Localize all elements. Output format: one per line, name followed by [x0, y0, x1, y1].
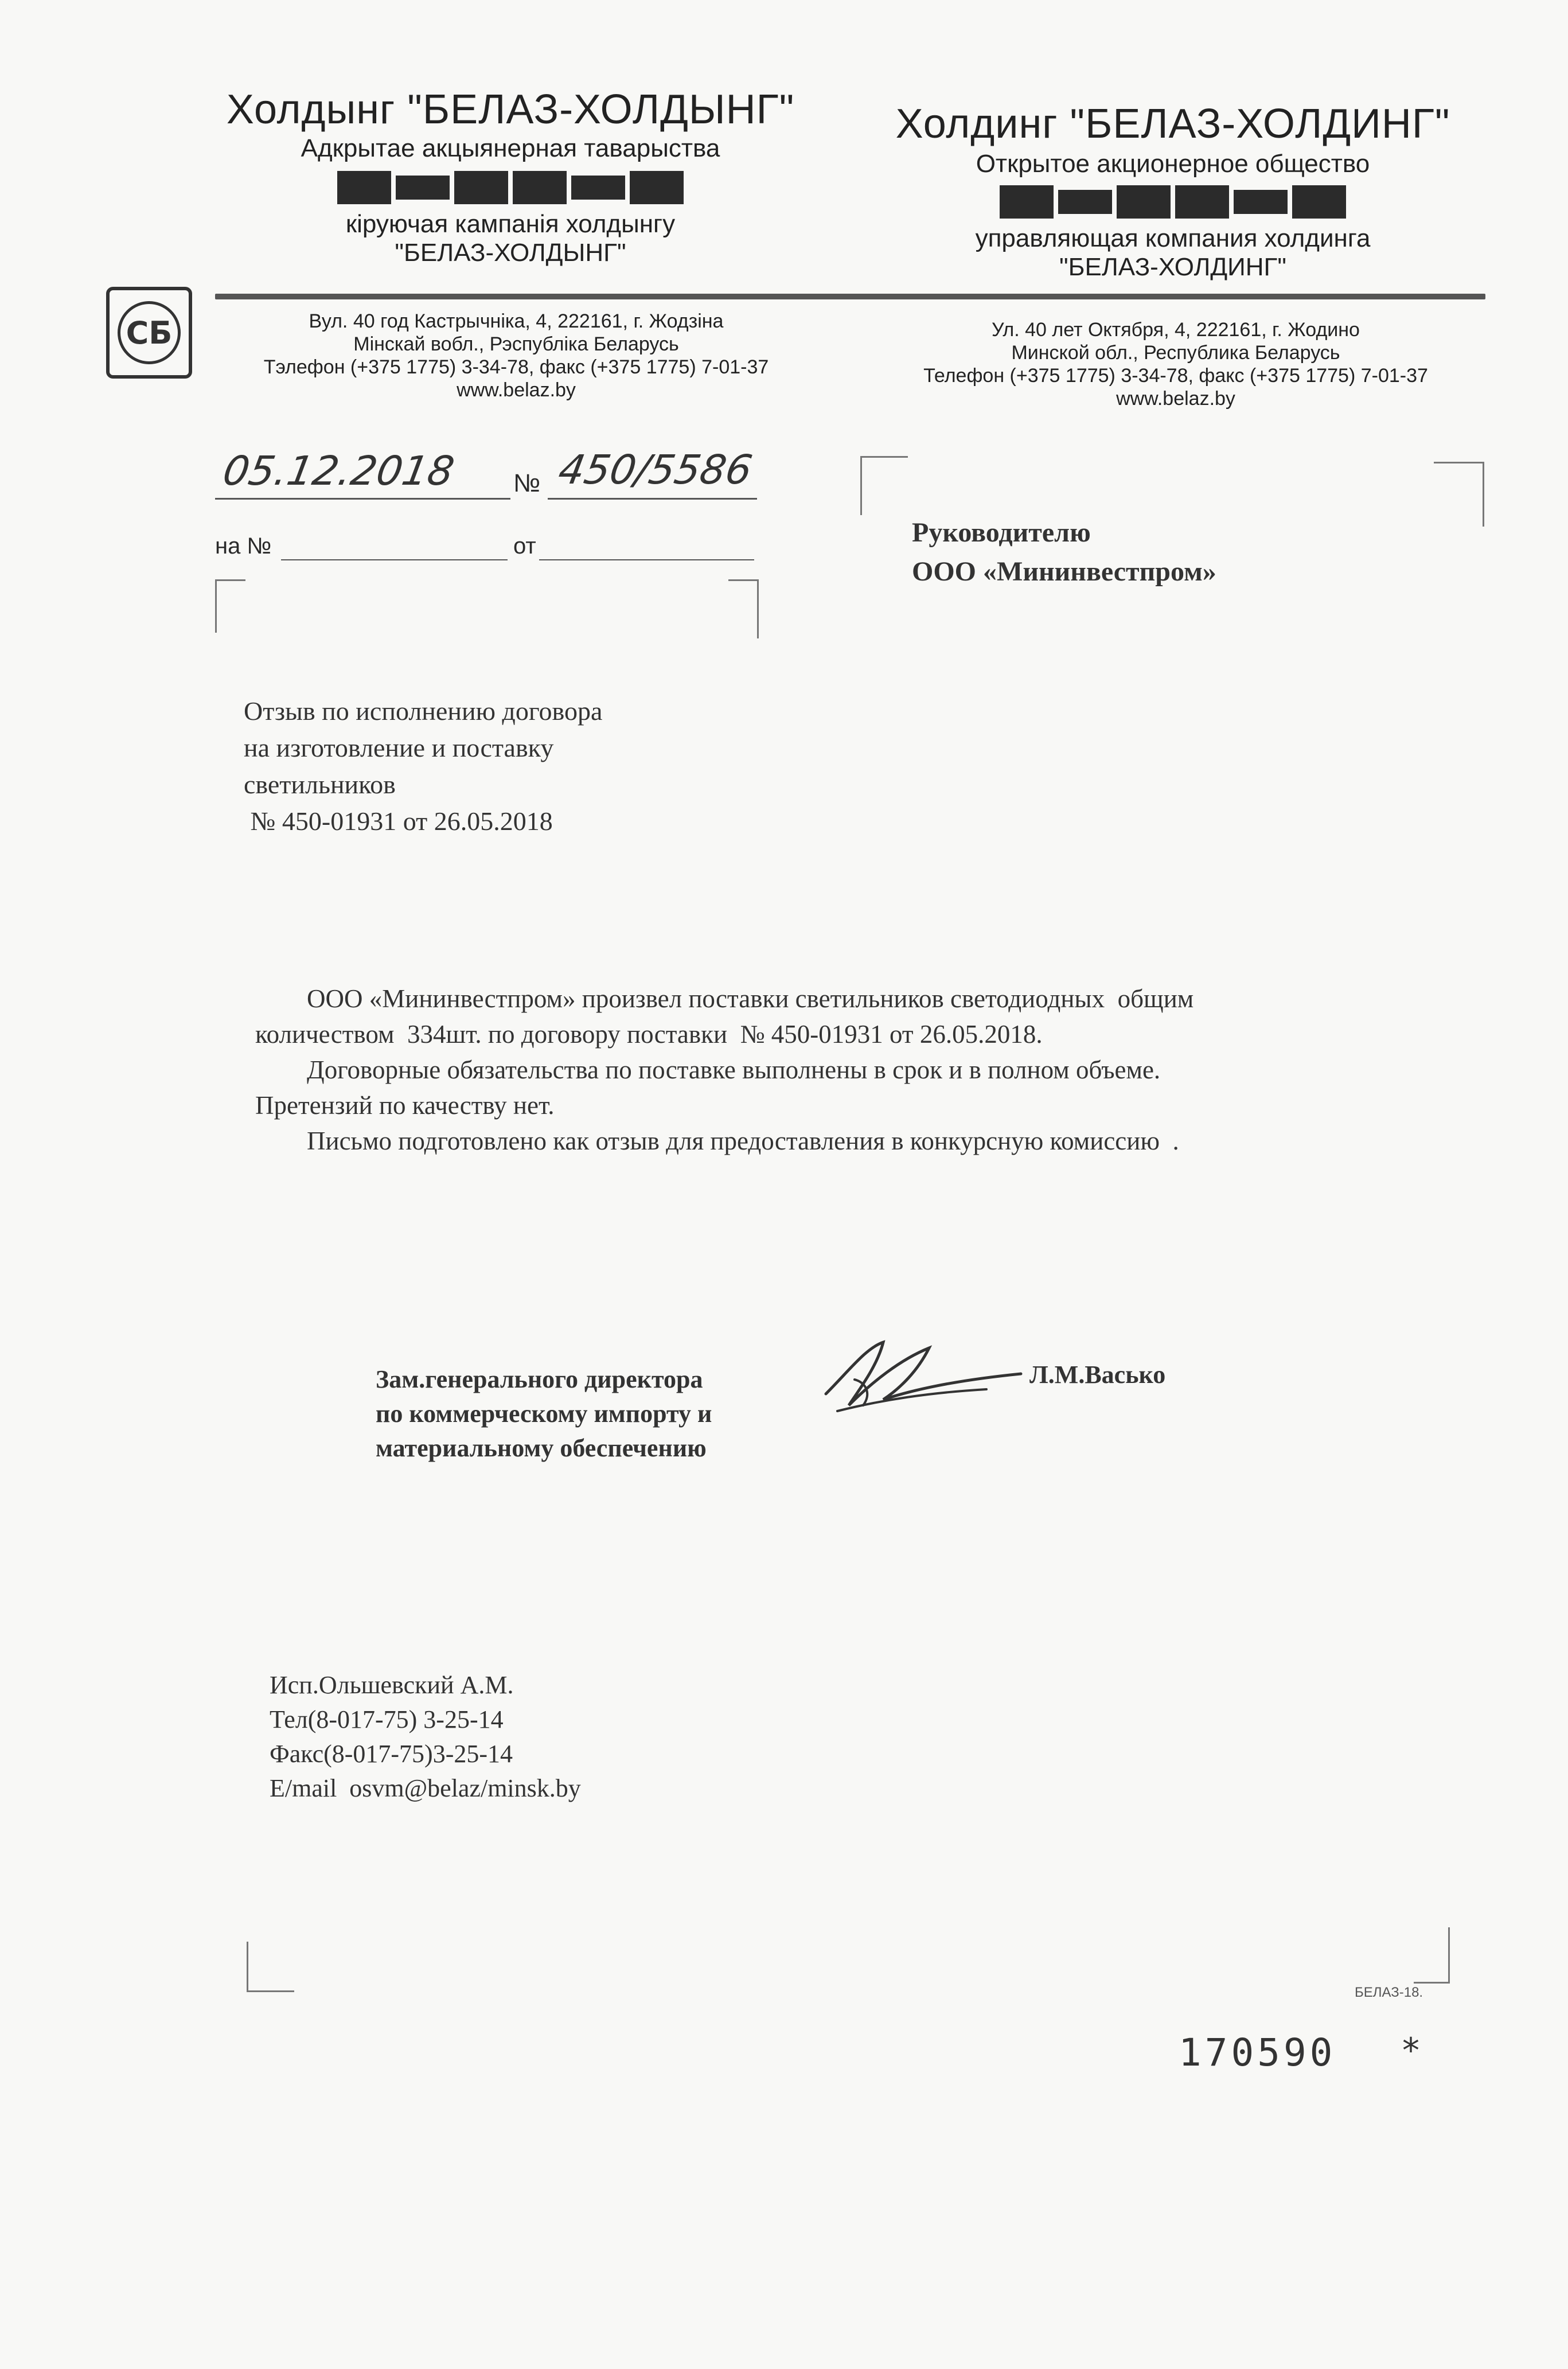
form-code: БЕЛАЗ-18.	[1355, 1985, 1423, 2000]
ref-from-line	[539, 559, 754, 560]
reg-number: 450/5586	[555, 446, 756, 493]
signatory-position-3: материальному обеспечению	[376, 1434, 707, 1462]
body-line-3: Договорные обязательства по поставке выполнены в срок и в полном объеме.	[307, 1055, 1161, 1084]
addressee	[912, 513, 1216, 591]
corner-mark	[860, 456, 908, 515]
signatory-position-1: Зам.генерального директора	[376, 1365, 703, 1393]
body-line-2: количеством 334шт. по договору поставки № 450-01931 от 26.05.2018.	[255, 1020, 1043, 1049]
addressee-line-2: ООО «Мининвестпром»	[912, 556, 1216, 587]
header-left-region: Мінскай вобл., Рэспубліка Беларусь	[353, 333, 679, 355]
ref-number-line	[281, 559, 508, 560]
header-right	[872, 100, 1474, 282]
belaz-logo-right	[872, 185, 1474, 219]
header-right-region: Минской обл., Республика Беларусь	[1011, 342, 1340, 364]
cert-logo-icon	[106, 287, 192, 379]
header-left-phone: Тэлефон (+375 1775) 3-34-78, факс (+375 1775) 7-01-37	[263, 356, 769, 378]
corner-mark	[728, 579, 759, 638]
header-left-role-1: кіруючая кампанія холдынгу	[345, 210, 676, 238]
executor-block	[270, 1668, 581, 1806]
header-left-address: Вул. 40 год Кастрычніка, 4, 222161, г. Жодзіна	[309, 310, 724, 332]
header-right-address: Ул. 40 лет Октября, 4, 222161, г. Жодино	[992, 319, 1360, 341]
header-right-role-2: "БЕЛАЗ-ХОЛДИНГ"	[1059, 253, 1286, 281]
corner-mark	[1434, 462, 1484, 527]
serial-asterisk: *	[1402, 2031, 1419, 2071]
reg-date-line	[215, 498, 510, 500]
signature-image	[814, 1325, 1032, 1428]
header-right-title: Холдинг "БЕЛАЗ-ХОЛДИНГ"	[895, 101, 1450, 147]
corner-mark	[215, 579, 245, 633]
reg-date: 05.12.2018	[219, 447, 458, 494]
reg-number-sign: №	[513, 469, 541, 497]
header-left	[218, 86, 803, 267]
body-line-5: Письмо подготовлено как отзыв для предоставления в конкурсную комиссию .	[307, 1127, 1179, 1155]
signatory-position	[376, 1362, 712, 1466]
executor-email: E/mail osvm@belaz/minsk.by	[270, 1774, 581, 1802]
header-left-title: Холдынг "БЕЛАЗ-ХОЛДЫНГ"	[226, 87, 795, 133]
header-left-org-type: Адкрытае акцыянерная таварыства	[301, 134, 720, 162]
reg-number-line	[548, 498, 757, 500]
header-right-phone: Телефон (+375 1775) 3-34-78, факс (+375 1775) 7-01-37	[923, 365, 1428, 387]
header-left-role-2: "БЕЛАЗ-ХОЛДЫНГ"	[395, 239, 626, 267]
addressee-line-1: Руководителю	[912, 517, 1091, 548]
corner-mark	[1414, 1927, 1450, 1984]
subject	[244, 693, 602, 840]
body-line-1: ООО «Мининвестпром» произвел поставки светильников светодиодных общим	[307, 984, 1194, 1013]
subject-line-4: № 450-01931 от 26.05.2018	[244, 806, 553, 836]
subject-line-3: светильников	[244, 770, 396, 799]
signatory-name: Л.М.Васько	[1029, 1361, 1166, 1389]
ref-from-label: от	[513, 533, 536, 559]
belaz-logo-left	[218, 171, 803, 204]
header-right-org-type: Открытое акционерное общество	[976, 150, 1370, 178]
header-right-site: www.belaz.by	[1116, 388, 1235, 410]
executor-name: Исп.Ольшевский А.М.	[270, 1671, 514, 1699]
subject-line-1: Отзыв по исполнению договора	[244, 696, 603, 726]
cert-logo-text: СБ	[118, 301, 181, 364]
executor-phone: Тел(8-017-75) 3-25-14	[270, 1705, 504, 1733]
serial-number: 170590	[1179, 2031, 1336, 2075]
corner-mark	[247, 1942, 294, 1992]
header-right-contacts	[895, 318, 1457, 410]
body-line-4: Претензий по качеству нет.	[255, 1091, 555, 1120]
header-right-role-1: управляющая компания холдинга	[975, 224, 1371, 252]
ref-number-label: на №	[215, 533, 272, 559]
signatory-position-2: по коммерческому импорту и	[376, 1400, 712, 1428]
subject-line-2: на изготовление и поставку	[244, 733, 554, 762]
header-left-site: www.belaz.by	[457, 379, 576, 401]
letter-body	[255, 981, 1193, 1159]
header-left-contacts	[235, 310, 797, 402]
executor-fax: Факс(8-017-75)3-25-14	[270, 1740, 513, 1768]
header-separator	[215, 294, 1485, 299]
